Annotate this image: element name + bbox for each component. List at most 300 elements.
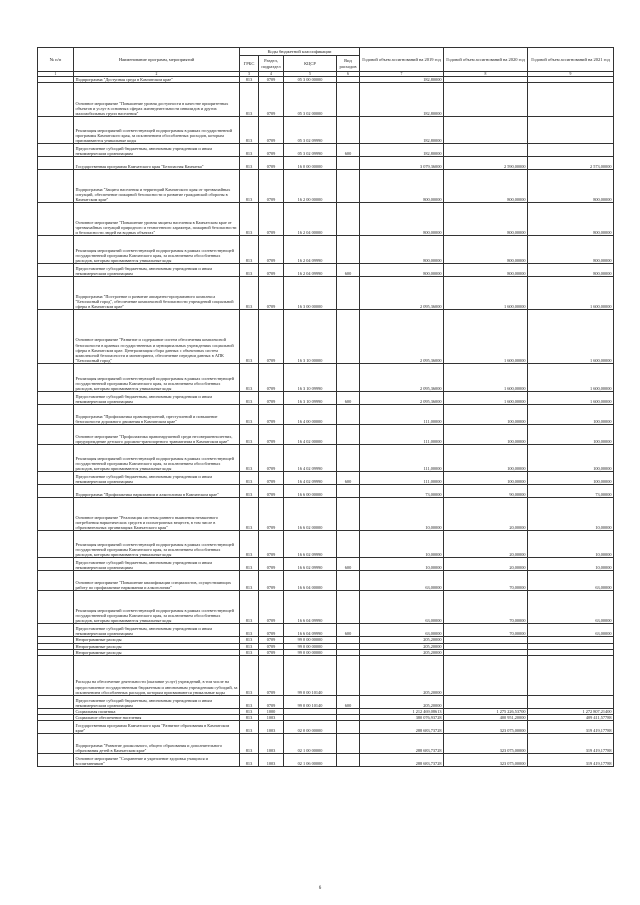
cell-name: Реализация мероприятий соответствующей подпрограммы в рамках государственной программы Камчатского края, за исключением обособленных расходов, которым присваиваются уникальные коды xyxy=(74,117,240,144)
cell-kcsr: 99 0 00 00000 xyxy=(284,637,337,643)
cell-rz: 0709 xyxy=(259,392,284,405)
cell-vr xyxy=(337,721,360,734)
cell-vr: 600 xyxy=(337,264,360,277)
cell-num xyxy=(38,696,74,709)
cell-c: 409 411,57788 xyxy=(528,715,614,721)
cell-name: Реализация мероприятий соответствующей подпрограммы в рамках соответствующей государственной программы Камчатского края, за исключением обособленных расходов, которым присваиваются уникальные коды xyxy=(74,591,240,624)
cell-num xyxy=(38,472,74,485)
cell-grbs: 813 xyxy=(240,310,259,364)
cell-a: 205,20000 xyxy=(360,696,444,709)
cell-vr xyxy=(337,83,360,117)
cell-rz: 0709 xyxy=(259,591,284,624)
cell-rz: 0709 xyxy=(259,498,284,531)
cell-kcsr: 16 0 00 00000 xyxy=(284,157,337,170)
cell-grbs: 813 xyxy=(240,472,259,485)
column-index: 5 xyxy=(284,72,337,77)
column-index: 4 xyxy=(259,72,284,77)
cell-name: Социальное обеспечение населения xyxy=(74,715,240,721)
cell-c: 800,00000 xyxy=(528,236,614,264)
cell-kcsr: 99 0 00 10140 xyxy=(284,696,337,709)
cell-b: 323 075,00000 xyxy=(444,754,528,767)
column-index: 1 xyxy=(38,72,74,77)
cell-a: 182,80000 xyxy=(360,83,444,117)
cell-b: 800,00000 xyxy=(444,264,528,277)
cell-c: 319 419,17788 xyxy=(528,734,614,754)
cell-c: 800,00000 xyxy=(528,170,614,203)
cell-rz: 1003 xyxy=(259,721,284,734)
cell-vr xyxy=(337,531,360,558)
cell-grbs: 813 xyxy=(240,203,259,236)
cell-c: 800,00000 xyxy=(528,203,614,236)
col-header-vr: Вид расходов xyxy=(337,56,360,72)
cell-b xyxy=(444,696,528,709)
cell-name: Основное мероприятие "Профилактика правонарушений среди несовершеннолетних, предупреждение детского дорожно-транспортного травматизма в Камчатском крае" xyxy=(74,425,240,445)
cell-num xyxy=(38,656,74,696)
cell-a: 288 683,73728 xyxy=(360,721,444,734)
cell-rz: 0709 xyxy=(259,144,284,157)
cell-c: 63,00000 xyxy=(528,591,614,624)
cell-b: 20,00000 xyxy=(444,531,528,558)
cell-name: Предоставление субсидий бюджетным, автономным учреждениям и иным некоммерческим организациям xyxy=(74,624,240,637)
cell-num xyxy=(38,558,74,571)
cell-name: Подпрограмма "Профилактика наркомании и алкоголизма в Камчатском крае" xyxy=(74,485,240,498)
cell-b: 1 600,00000 xyxy=(444,392,528,405)
cell-num xyxy=(38,425,74,445)
cell-grbs: 813 xyxy=(240,643,259,649)
cell-kcsr: 05 3 00 00000 xyxy=(284,77,337,83)
cell-b: 1 600,00000 xyxy=(444,310,528,364)
cell-a: 111,00000 xyxy=(360,425,444,445)
cell-name: Предоставление субсидий бюджетным, автономным учреждениям и иным некоммерческим организациям xyxy=(74,472,240,485)
cell-kcsr: 16 6 02 09990 xyxy=(284,531,337,558)
cell-kcsr: 16 6 02 09990 xyxy=(284,558,337,571)
cell-vr xyxy=(337,591,360,624)
cell-a: 2 095,36000 xyxy=(360,310,444,364)
cell-c: 10,00000 xyxy=(528,558,614,571)
cell-grbs: 813 xyxy=(240,558,259,571)
cell-vr xyxy=(337,236,360,264)
cell-rz: 0709 xyxy=(259,531,284,558)
cell-name: Непрограммные расходы xyxy=(74,643,240,649)
table-row xyxy=(38,485,614,498)
cell-rz: 0709 xyxy=(259,277,284,310)
cell-kcsr: 16 2 00 00000 xyxy=(284,170,337,203)
cell-grbs: 813 xyxy=(240,236,259,264)
cell-kcsr: 16 4 02 00000 xyxy=(284,425,337,445)
cell-grbs: 813 xyxy=(240,498,259,531)
cell-b xyxy=(444,144,528,157)
cell-c: 10,00000 xyxy=(528,531,614,558)
cell-rz: 0709 xyxy=(259,425,284,445)
cell-grbs: 813 xyxy=(240,485,259,498)
cell-a: 288 683,73728 xyxy=(360,734,444,754)
cell-vr xyxy=(337,485,360,498)
cell-vr xyxy=(337,425,360,445)
cell-c: 100,00000 xyxy=(528,425,614,445)
cell-vr xyxy=(337,498,360,531)
cell-grbs: 813 xyxy=(240,264,259,277)
cell-rz: 1003 xyxy=(259,754,284,767)
cell-num xyxy=(38,405,74,425)
cell-c xyxy=(528,83,614,117)
cell-grbs: 813 xyxy=(240,656,259,696)
table-row xyxy=(38,754,614,767)
cell-name: Подпрограмма "Защита населения и территорий Камчатского края от чрезвычайных ситуаций, обеспечение пожарной безопасности и развитие гражданской обороны в Камчатском крае" xyxy=(74,170,240,203)
cell-b: 70,00000 xyxy=(444,591,528,624)
cell-grbs: 813 xyxy=(240,83,259,117)
cell-rz: 0709 xyxy=(259,203,284,236)
cell-rz: 0709 xyxy=(259,83,284,117)
cell-name: Непрограммные расходы xyxy=(74,649,240,655)
cell-grbs: 813 xyxy=(240,696,259,709)
table-row xyxy=(38,392,614,405)
cell-vr xyxy=(337,364,360,392)
cell-a: 63,00000 xyxy=(360,571,444,591)
cell-name: Непрограммные расходы xyxy=(74,637,240,643)
cell-name: Предоставление субсидий бюджетным, автономным учреждениям и иным некоммерческим организациям xyxy=(74,144,240,157)
cell-b: 100,00000 xyxy=(444,445,528,472)
cell-num xyxy=(38,203,74,236)
cell-b: 1 600,00000 xyxy=(444,277,528,310)
cell-kcsr: 02 0 00 00000 xyxy=(284,721,337,734)
cell-num xyxy=(38,734,74,754)
cell-a: 73,00000 xyxy=(360,485,444,498)
cell-c: 319 419,17788 xyxy=(528,754,614,767)
cell-name: Подпрограмма "Профилактика правонарушений, преступлений и повышение безопасности дорожного движения в Камчатском крае" xyxy=(74,405,240,425)
cell-rz: 0709 xyxy=(259,364,284,392)
cell-kcsr: 16 2 04 00000 xyxy=(284,203,337,236)
cell-grbs: 813 xyxy=(240,170,259,203)
cell-grbs: 813 xyxy=(240,715,259,721)
cell-num xyxy=(38,157,74,170)
col-header-num: № п/п xyxy=(38,48,74,72)
cell-c xyxy=(528,696,614,709)
table-body xyxy=(38,77,614,767)
cell-b xyxy=(444,117,528,144)
cell-a: 800,00000 xyxy=(360,264,444,277)
table-row xyxy=(38,364,614,392)
cell-b: 70,00000 xyxy=(444,624,528,637)
cell-vr xyxy=(337,754,360,767)
cell-vr xyxy=(337,656,360,696)
cell-num xyxy=(38,624,74,637)
cell-kcsr: 16 3 10 09990 xyxy=(284,364,337,392)
cell-kcsr: 99 0 00 00000 xyxy=(284,643,337,649)
cell-kcsr: 16 6 04 00000 xyxy=(284,571,337,591)
cell-c: 1 600,00000 xyxy=(528,277,614,310)
cell-kcsr: 16 6 00 00000 xyxy=(284,485,337,498)
cell-a: 182,80000 xyxy=(360,77,444,83)
cell-b: 100,00000 xyxy=(444,472,528,485)
cell-num xyxy=(38,485,74,498)
cell-b: 70,00000 xyxy=(444,571,528,591)
cell-a: 182,80000 xyxy=(360,117,444,144)
cell-grbs: 813 xyxy=(240,277,259,310)
table-row xyxy=(38,277,614,310)
cell-vr: 600 xyxy=(337,696,360,709)
page-number: 6 xyxy=(318,886,322,891)
table-row xyxy=(38,170,614,203)
cell-num xyxy=(38,264,74,277)
table-row xyxy=(38,696,614,709)
cell-grbs: 813 xyxy=(240,709,259,715)
cell-vr xyxy=(337,310,360,364)
cell-a: 205,20000 xyxy=(360,656,444,696)
cell-a: 63,00000 xyxy=(360,591,444,624)
cell-rz: 0709 xyxy=(259,649,284,655)
table-row xyxy=(38,117,614,144)
col-header-kcsr: КЦСР xyxy=(284,56,337,72)
cell-vr: 600 xyxy=(337,624,360,637)
cell-c: 100,00000 xyxy=(528,445,614,472)
cell-name: Реализация мероприятий соответствующей подпрограммы в рамках соответствующей государственной программы Камчатского края, за исключением обособленных расходов, которым присваиваются уникальные коды xyxy=(74,364,240,392)
cell-kcsr: 16 3 10 09990 xyxy=(284,392,337,405)
cell-rz: 0709 xyxy=(259,77,284,83)
cell-name: Социальная политика xyxy=(74,709,240,715)
column-index: 6 xyxy=(337,72,360,77)
cell-c: 800,00000 xyxy=(528,264,614,277)
cell-b: 90,00000 xyxy=(444,485,528,498)
col-header-2020: Годовой объем ассигнований на 2020 год xyxy=(444,48,528,72)
cell-a: 288 683,73728 xyxy=(360,754,444,767)
cell-kcsr: 16 3 10 00000 xyxy=(284,310,337,364)
cell-name: Основное мероприятие "Повышение уровня защиты населения в Камчатском крае от чрезвычайных ситуаций природного и техногенного характера, пожарной безопасности и безопасности людей на водных объектах" xyxy=(74,203,240,236)
cell-a: 800,00000 xyxy=(360,203,444,236)
column-index: 7 xyxy=(360,72,444,77)
table-row xyxy=(38,425,614,445)
cell-b: 323 075,00000 xyxy=(444,734,528,754)
cell-kcsr: 99 0 00 00000 xyxy=(284,649,337,655)
cell-c: 1 600,00000 xyxy=(528,364,614,392)
cell-b: 323 075,00000 xyxy=(444,721,528,734)
cell-rz: 0709 xyxy=(259,445,284,472)
cell-rz: 0709 xyxy=(259,310,284,364)
cell-rz: 0709 xyxy=(259,558,284,571)
cell-c xyxy=(528,656,614,696)
cell-a: 111,00000 xyxy=(360,405,444,425)
cell-vr xyxy=(337,734,360,754)
cell-b: 800,00000 xyxy=(444,236,528,264)
cell-kcsr: 05 3 02 00000 xyxy=(284,83,337,117)
cell-b xyxy=(444,83,528,117)
cell-name: Основное мероприятие "Реализация системы раннего выявления незаконного потребления наркотических средств и психотропных веществ, в том числе в образовательных организациях Камчатского края" xyxy=(74,498,240,531)
cell-kcsr: 16 6 02 00000 xyxy=(284,498,337,531)
cell-kcsr: 16 3 00 00000 xyxy=(284,277,337,310)
table-row xyxy=(38,571,614,591)
cell-num xyxy=(38,591,74,624)
cell-grbs: 813 xyxy=(240,721,259,734)
cell-num xyxy=(38,721,74,734)
cell-num xyxy=(38,531,74,558)
table-row xyxy=(38,656,614,696)
cell-name: Реализация мероприятий соответствующей подпрограммы в рамках соответствующей государственной программы Камчатского края, за исключением обособленных расходов, которым присваиваются уникальные коды xyxy=(74,236,240,264)
cell-grbs: 813 xyxy=(240,754,259,767)
cell-name: Предоставление субсидий бюджетным, автономным учреждениям и иным некоммерческим организациям xyxy=(74,696,240,709)
cell-kcsr: 02 1 06 00000 xyxy=(284,754,337,767)
cell-num xyxy=(38,236,74,264)
cell-name: Реализация мероприятий соответствующей подпрограммы в рамках соответствующей государственной программы Камчатского края, за исключением обособленных расходов, которым присваиваются уникальные коды xyxy=(74,531,240,558)
table-row xyxy=(38,558,614,571)
cell-grbs: 813 xyxy=(240,425,259,445)
cell-grbs: 813 xyxy=(240,144,259,157)
cell-grbs: 813 xyxy=(240,77,259,83)
cell-name: Расходы на обеспечение деятельности (оказание услуг) учреждений, в том числе на предоставление государственным бюджетным и автономным учреждениям субсидий, за исключением обособленных расходов, которым присваиваются уникальные коды xyxy=(74,656,240,696)
cell-a: 2 095,36000 xyxy=(360,364,444,392)
cell-a: 10,00000 xyxy=(360,498,444,531)
cell-kcsr: 16 2 04 09990 xyxy=(284,264,337,277)
cell-c xyxy=(528,117,614,144)
cell-vr xyxy=(337,571,360,591)
table-row xyxy=(38,721,614,734)
cell-grbs: 813 xyxy=(240,624,259,637)
cell-grbs: 813 xyxy=(240,392,259,405)
cell-vr: 600 xyxy=(337,144,360,157)
cell-c: 319 419,17788 xyxy=(528,721,614,734)
cell-vr xyxy=(337,203,360,236)
cell-b: 400 951,20000 xyxy=(444,715,528,721)
cell-rz: 0709 xyxy=(259,624,284,637)
cell-vr xyxy=(337,445,360,472)
col-header-codes: Коды бюджетной классификации xyxy=(240,48,360,56)
cell-kcsr: 02 1 00 00000 xyxy=(284,734,337,754)
cell-kcsr: 16 4 00 00000 xyxy=(284,405,337,425)
col-header-name: Наименование программ, мероприятий xyxy=(74,48,240,72)
cell-b: 2 590,00000 xyxy=(444,157,528,170)
cell-grbs: 813 xyxy=(240,591,259,624)
cell-vr xyxy=(337,117,360,144)
cell-num xyxy=(38,144,74,157)
cell-a: 2 095,36000 xyxy=(360,392,444,405)
cell-c: 2 573,00000 xyxy=(528,157,614,170)
cell-name: Основное мероприятие "Повышение уровня доступности в качестве приоритетных объектов и услуг в основных сферах жизнедеятельности инвалидов и других маломобильных групп населения" xyxy=(74,83,240,117)
table-row xyxy=(38,405,614,425)
col-header-2019: Годовой объем ассигнований на 2019 год xyxy=(360,48,444,72)
cell-grbs: 813 xyxy=(240,405,259,425)
cell-b: 1 600,00000 xyxy=(444,364,528,392)
cell-num xyxy=(38,571,74,591)
table-row xyxy=(38,236,614,264)
cell-c: 63,00000 xyxy=(528,624,614,637)
cell-vr xyxy=(337,157,360,170)
cell-grbs: 813 xyxy=(240,637,259,643)
cell-name: Подпрограмма "Развитие дошкольного, общего образования и дополнительного образования детей в Камчатском крае" xyxy=(74,734,240,754)
table-row xyxy=(38,472,614,485)
cell-rz: 1003 xyxy=(259,734,284,754)
cell-c: 73,00000 xyxy=(528,485,614,498)
cell-a: 10,00000 xyxy=(360,531,444,558)
cell-rz: 0709 xyxy=(259,696,284,709)
cell-name: Государственная программа Камчатского края "Безопасная Камчатка" xyxy=(74,157,240,170)
cell-name: Государственная программа Камчатского края "Развитие образования в Камчатском крае" xyxy=(74,721,240,734)
cell-a: 3 079,36000 xyxy=(360,157,444,170)
col-header-2021: Годовой объем ассигнований на 2021 год xyxy=(528,48,614,72)
cell-num xyxy=(38,445,74,472)
cell-grbs: 813 xyxy=(240,734,259,754)
col-header-grbs: ГРБС xyxy=(240,56,259,72)
cell-a: 380 076,93728 xyxy=(360,715,444,721)
cell-grbs: 813 xyxy=(240,649,259,655)
table-row xyxy=(38,83,614,117)
cell-a: 2 095,36000 xyxy=(360,277,444,310)
cell-a: 205,20000 xyxy=(360,643,444,649)
cell-c: 1 600,00000 xyxy=(528,310,614,364)
cell-num xyxy=(38,117,74,144)
cell-name: Предоставление субсидий бюджетным, автономным учреждениям и иным некоммерческим организациям xyxy=(74,264,240,277)
table-row xyxy=(38,531,614,558)
cell-rz: 0709 xyxy=(259,643,284,649)
cell-b: 1 275 226,53700 xyxy=(444,709,528,715)
table-row xyxy=(38,445,614,472)
cell-name: Реализация мероприятий соответствующей подпрограммы в рамках соответствующей государственной программы Камчатского края, за исключением обособленных расходов, которым присваиваются уникальные коды xyxy=(74,445,240,472)
cell-num xyxy=(38,364,74,392)
cell-a: 111,00000 xyxy=(360,472,444,485)
cell-rz: 0709 xyxy=(259,236,284,264)
cell-rz: 1003 xyxy=(259,715,284,721)
column-index: 2 xyxy=(74,72,240,77)
cell-num xyxy=(38,170,74,203)
cell-a: 10,00000 xyxy=(360,558,444,571)
cell-name: Основное мероприятие "Сохранение и укрепление здоровья учащихся и воспитанников" xyxy=(74,754,240,767)
cell-kcsr: 16 4 02 09990 xyxy=(284,472,337,485)
cell-a: 205,20000 xyxy=(360,637,444,643)
cell-rz: 1000 xyxy=(259,709,284,715)
cell-name: Подпрограмма "Доступная среда в Камчатском крае" xyxy=(74,77,240,83)
cell-kcsr: 16 6 04 09990 xyxy=(284,624,337,637)
cell-grbs: 813 xyxy=(240,157,259,170)
cell-a: 63,00000 xyxy=(360,624,444,637)
table-row xyxy=(38,624,614,637)
cell-vr xyxy=(337,405,360,425)
cell-rz: 0709 xyxy=(259,170,284,203)
cell-rz: 0709 xyxy=(259,656,284,696)
cell-num xyxy=(38,392,74,405)
budget-table xyxy=(37,47,614,767)
cell-b: 20,00000 xyxy=(444,498,528,531)
cell-rz: 0709 xyxy=(259,637,284,643)
cell-num xyxy=(38,498,74,531)
cell-num xyxy=(38,310,74,364)
cell-num xyxy=(38,83,74,117)
cell-b: 800,00000 xyxy=(444,203,528,236)
cell-kcsr: 99 0 00 10140 xyxy=(284,656,337,696)
cell-vr: 600 xyxy=(337,472,360,485)
cell-a: 111,00000 xyxy=(360,445,444,472)
table-row xyxy=(38,203,614,236)
table-row xyxy=(38,310,614,364)
cell-rz: 0709 xyxy=(259,485,284,498)
cell-rz: 0709 xyxy=(259,157,284,170)
cell-vr xyxy=(337,277,360,310)
cell-a: 800,00000 xyxy=(360,170,444,203)
cell-c: 1 272 807,21400 xyxy=(528,709,614,715)
table-row xyxy=(38,144,614,157)
cell-name: Основное мероприятие "Повышение квалификации специалистов, осуществляющих работу по профилактике наркомании и алкоголизма" xyxy=(74,571,240,591)
cell-c xyxy=(528,144,614,157)
cell-kcsr: 16 2 04 09990 xyxy=(284,236,337,264)
cell-a: 182,80000 xyxy=(360,144,444,157)
table-row xyxy=(38,734,614,754)
cell-b: 20,00000 xyxy=(444,558,528,571)
cell-num xyxy=(38,277,74,310)
cell-num xyxy=(38,754,74,767)
cell-grbs: 813 xyxy=(240,445,259,472)
table-row xyxy=(38,157,614,170)
cell-kcsr: 16 6 04 09990 xyxy=(284,591,337,624)
cell-c: 63,00000 xyxy=(528,571,614,591)
cell-name: Основное мероприятие "Развитие и содержание систем обеспечения комплексной безопасности в краевых государственных и муниципальных учреждениях социальной сферы в Камчатском крае. Централизация сбора данных с объектовых систем комплексной безопасности и мониторинга, обеспечение передачи данных в АПК "Безопасный город" xyxy=(74,310,240,364)
cell-vr: 600 xyxy=(337,558,360,571)
cell-rz: 0709 xyxy=(259,405,284,425)
